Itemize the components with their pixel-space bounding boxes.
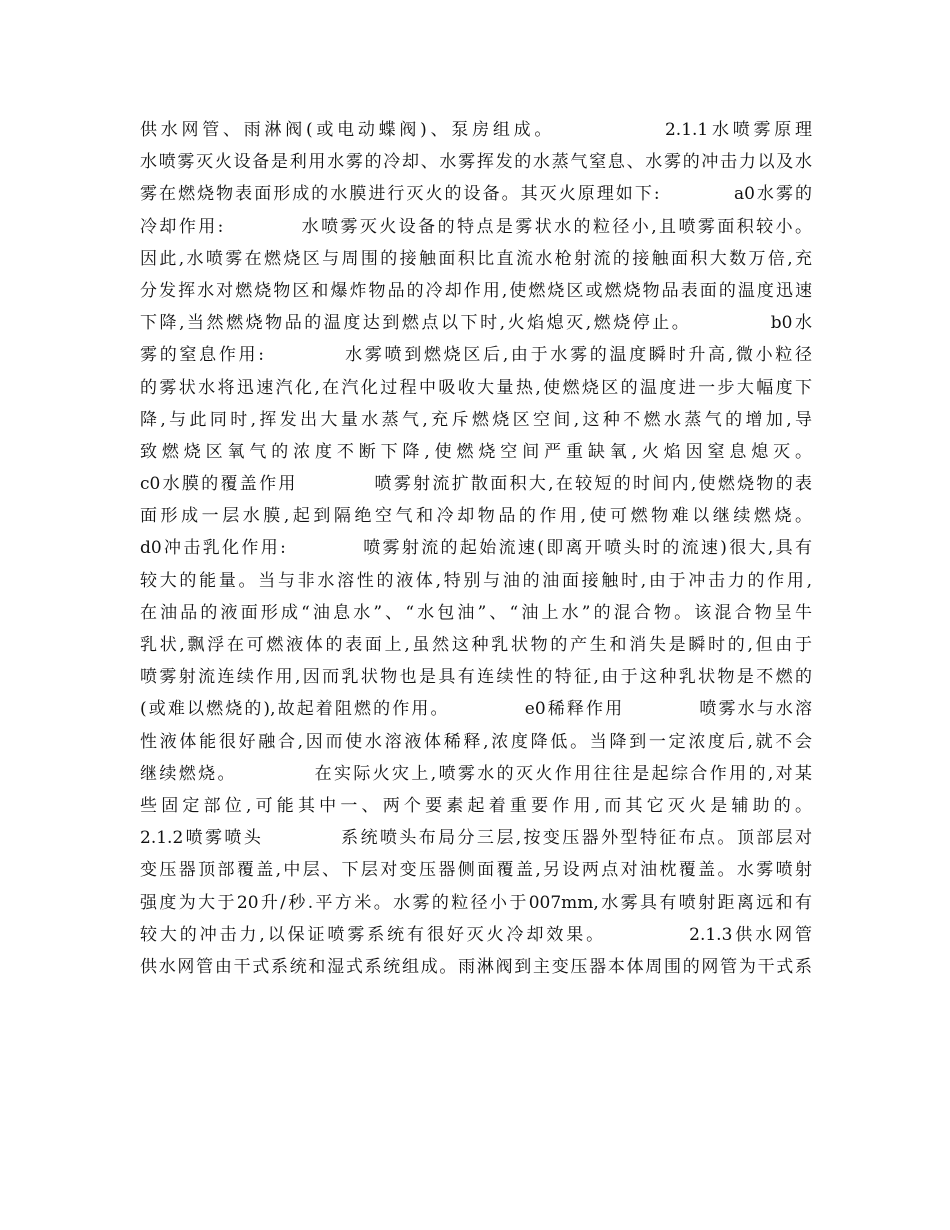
text-line: 较大的能量。当与非水溶性的液体,特别与油的油面接触时,由于冲击力的作用, bbox=[140, 570, 812, 591]
text-line: 供水网管、雨淋阀(或电动蝶阀)、泵房组成。 2.1.1水喷雾原理 bbox=[140, 120, 812, 140]
body-text bbox=[140, 114, 812, 983]
text-line: 强度为大于20升/秒.平方米。水雾的粒径小于007mm,水雾具有喷射距离远和有 bbox=[140, 892, 812, 913]
text-line: 的雾状水将迅速汽化,在汽化过程中吸收大量热,使燃烧区的温度进一步大幅度下 bbox=[140, 377, 812, 398]
text-line: 水喷雾灭火设备是利用水雾的冷却、水雾挥发的水蒸气窒息、水雾的冲击力以及水 bbox=[140, 152, 812, 173]
text-line: 下降,当然燃烧物品的温度达到燃点以下时,火焰熄灭,燃烧停止。 b0水 bbox=[140, 313, 812, 334]
text-line: 些固定部位,可能其中一、两个要素起着重要作用,而其它灭火是辅助的。 bbox=[140, 795, 812, 816]
text-line: 冷却作用: 水喷雾灭火设备的特点是雾状水的粒径小,且喷雾面积较小。 bbox=[140, 216, 812, 237]
text-line: 继续燃烧。 在实际火灾上,喷雾水的灭火作用往往是起综合作用的,对某 bbox=[140, 763, 812, 784]
text-line: 在油品的液面形成“油息水”、“水包油”、“油上水”的混合物。该混合物呈牛 bbox=[140, 602, 812, 623]
text-line: 性液体能很好融合,因而使水溶液体稀释,浓度降低。当降到一定浓度后,就不会 bbox=[140, 731, 812, 752]
text-line: 2.1.2喷雾喷头 系统喷头布局分三层,按变压器外型特征布点。顶部层对 bbox=[140, 828, 812, 849]
text-line: (或难以燃烧的),故起着阻燃的作用。 e0稀释作用 喷雾水与水溶 bbox=[140, 699, 812, 720]
text-line: c0水膜的覆盖作用 喷雾射流扩散面积大,在较短的时间内,使燃烧物的表 bbox=[140, 474, 812, 495]
text-line: 乳状,飘浮在可燃液体的表面上,虽然这种乳状物的产生和消失是瞬时的,但由于 bbox=[140, 635, 812, 655]
text-line: 变压器顶部覆盖,中层、下层对变压器侧面覆盖,另设两点对油枕覆盖。水雾喷射 bbox=[140, 860, 812, 881]
text-line: 因此,水喷雾在燃烧区与周围的接触面积比直流水枪射流的接触面积大数万倍,充 bbox=[140, 248, 812, 269]
text-line: 较大的冲击力,以保证喷雾系统有很好灭火冷却效果。 2.1.3供水网管 bbox=[140, 924, 812, 945]
text-line: 致燃烧区氧气的浓度不断下降,使燃烧空间严重缺氧,火焰因窒息熄灭。 bbox=[140, 441, 812, 462]
text-line: 分发挥水对燃烧物区和爆炸物品的冷却作用,使燃烧区或燃烧物品表面的温度迅速 bbox=[140, 280, 812, 301]
text-line: d0冲击乳化作用: 喷雾射流的起始流速(即离开喷头时的流速)很大,具有 bbox=[140, 538, 812, 559]
text-line: 供水网管由干式系统和湿式系统组成。雨淋阀到主变压器本体周围的网管为干式系 bbox=[140, 956, 812, 977]
text-line: 喷雾射流连续作用,因而乳状物也是具有连续性的特征,由于这种乳状物是不燃的 bbox=[140, 667, 812, 688]
text-line: 雾在燃烧物表面形成的水膜进行灭火的设备。其灭火原理如下: a0水雾的 bbox=[140, 184, 812, 205]
text-line: 面形成一层水膜,起到隔绝空气和冷却物品的作用,使可燃物难以继续燃烧。 bbox=[140, 506, 812, 527]
text-line: 雾的窒息作用: 水雾喷到燃烧区后,由于水雾的温度瞬时升高,微小粒径 bbox=[140, 345, 812, 366]
text-line: 降,与此同时,挥发出大量水蒸气,充斥燃烧区空间,这种不燃水蒸气的增加,导 bbox=[140, 409, 812, 430]
